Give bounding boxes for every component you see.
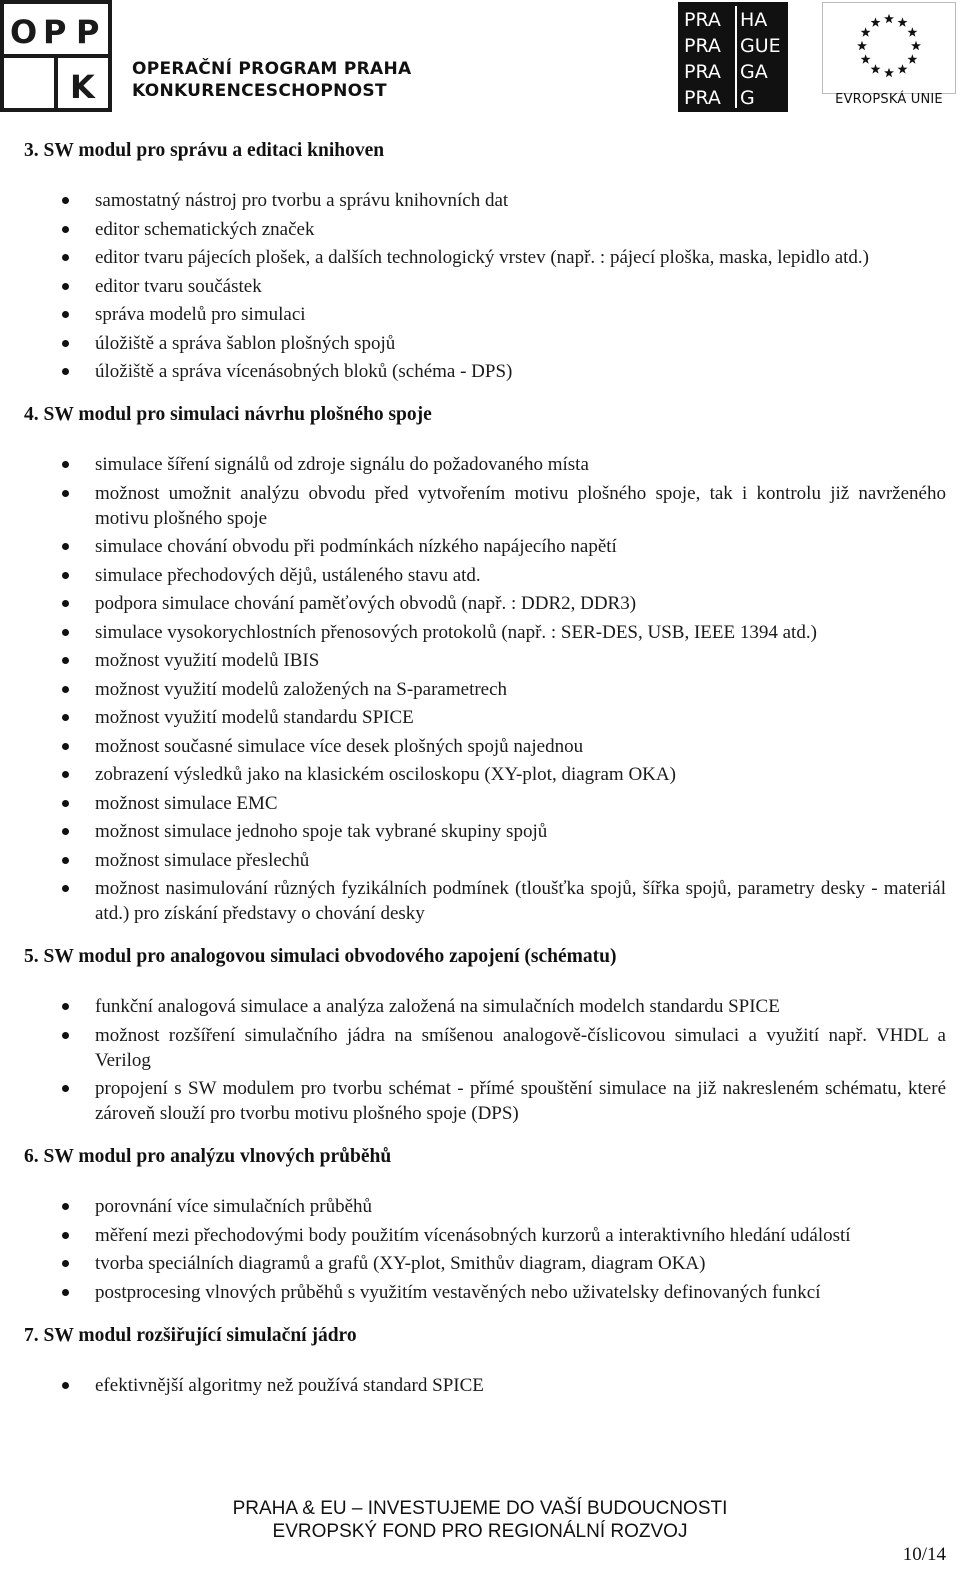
list-item-text: editor tvaru pájecích plošek, a dalších technologický vrstev (např. : pájecí ploška, maska, lepidlo atd.): [95, 247, 869, 268]
opp-logo-letter-k: K: [70, 68, 95, 106]
page-number: 10/14: [902, 1544, 946, 1565]
list-item-text: podpora simulace chování paměťových obvodů (např. : DDR2, DDR3): [95, 593, 637, 614]
bullet-icon: [62, 686, 69, 693]
section: [24, 1323, 946, 1398]
bullet-list: [24, 1194, 946, 1305]
list-item-text: simulace šíření signálů od zdroje signálu do požadovaného místa: [95, 454, 589, 475]
bullet-icon: [62, 1260, 69, 1267]
list-item: [24, 359, 946, 384]
page-footer: [0, 1497, 960, 1543]
opp-logo-letter-o: O: [10, 13, 38, 51]
list-item-text: simulace přechodových dějů, ustáleného stavu atd.: [95, 564, 481, 586]
praha-row1-right: HA: [740, 9, 768, 31]
opp-program-name: [132, 58, 411, 102]
praha-row3-right: GA: [740, 61, 768, 83]
opp-program-line1: OPERAČNÍ PROGRAM PRAHA: [132, 59, 412, 79]
bullet-icon: [62, 629, 69, 636]
bullet-icon: [62, 226, 69, 233]
bullet-list: [24, 188, 946, 384]
page-header: [0, 0, 960, 118]
bullet-icon: [62, 254, 69, 261]
bullet-icon: [62, 771, 69, 778]
list-item-text: úložiště a správa šablon plošných spojů: [95, 332, 396, 354]
bullet-icon: [62, 1003, 69, 1010]
list-item-text: simulace chování obvodu při podmínkách nízkého napájecího napětí: [95, 536, 617, 557]
list-item: [24, 620, 946, 645]
list-item: [24, 452, 946, 477]
list-item: [24, 1223, 946, 1248]
list-item: [24, 1373, 946, 1398]
bullet-icon: [62, 800, 69, 807]
list-item: [24, 591, 946, 616]
bullet-icon: [62, 197, 69, 204]
list-item: [24, 534, 946, 559]
list-item-text: možnost simulace jednoho spoje tak vybrané skupiny spojů: [95, 821, 548, 842]
bullet-icon: [62, 657, 69, 664]
list-item: [24, 994, 946, 1019]
bullet-icon: [62, 1032, 69, 1039]
list-item-text: možnost nasimulování různých fyzikálních podmínek (tloušťka spojů, šířka spojů, parametry desky - materiál atd.) pro získání představy o chování desky: [95, 878, 946, 924]
list-item-text: možnost umožnit analýzu obvodu před vytvořením motivu plošného spoje, tak i kontrolu již navrženého motivu plošného spoje: [95, 482, 946, 529]
bullet-icon: [62, 1232, 69, 1239]
list-item: [24, 1023, 946, 1073]
bullet-icon: [62, 828, 69, 835]
bullet-icon: [62, 1203, 69, 1210]
bullet-icon: [62, 1289, 69, 1296]
section: [24, 138, 946, 384]
bullet-icon: [62, 543, 69, 550]
bullet-list: [24, 452, 946, 926]
list-item: [24, 1194, 946, 1219]
praha-logo: [678, 2, 788, 112]
praha-row4-left: PRA: [684, 87, 721, 109]
praha-row4-right: G: [740, 87, 755, 109]
praha-row3-left: PRA: [684, 61, 721, 83]
list-item: [24, 563, 946, 588]
list-item: [24, 245, 946, 270]
section: [24, 402, 946, 926]
footer-line1: PRAHA & EU – INVESTUJEME DO VAŠÍ BUDOUCNOSTI: [232, 1498, 728, 1519]
list-item-text: možnost simulace přeslechů: [95, 849, 310, 871]
list-item-text: možnost simulace EMC: [95, 792, 278, 814]
list-item-text: možnost využití modelů IBIS: [95, 650, 320, 671]
list-item-text: editor tvaru součástek: [95, 275, 262, 297]
section-title: 3. SW modul pro správu a editaci knihoven: [24, 140, 385, 161]
list-item: [24, 1280, 946, 1305]
bullet-icon: [62, 857, 69, 864]
section-title: 6. SW modul pro analýzu vlnových průběhů: [24, 1146, 392, 1167]
document-body: [24, 138, 946, 1416]
opp-logo: [0, 0, 112, 112]
list-item: [24, 274, 946, 299]
bullet-icon: [62, 572, 69, 579]
section-title: 7. SW modul rozšiřující simulační jádro: [24, 1324, 357, 1346]
bullet-icon: [62, 600, 69, 607]
list-item-text: zobrazení výsledků jako na klasickém osciloskopu (XY-plot, diagram OKA): [95, 764, 676, 785]
list-item: [24, 734, 946, 759]
bullet-icon: [62, 885, 69, 892]
list-item: [24, 677, 946, 702]
list-item: [24, 648, 946, 673]
bullet-icon: [62, 368, 69, 375]
eu-flag-icon: [822, 2, 956, 94]
list-item-text: simulace vysokorychlostních přenosových protokolů (např. : SER-DES, USB, IEEE 1394 atd.): [95, 621, 817, 643]
list-item: [24, 876, 946, 926]
list-item-text: efektivnější algoritmy než používá standard SPICE: [95, 1374, 484, 1396]
footer-line2: EVROPSKÝ FOND PRO REGIONÁLNÍ ROZVOJ: [272, 1521, 688, 1542]
section: [24, 944, 946, 1126]
list-item-text: správa modelů pro simulaci: [95, 304, 306, 325]
list-item: [24, 302, 946, 327]
list-item-text: možnost využití modelů standardu SPICE: [95, 707, 414, 728]
bullet-icon: [62, 743, 69, 750]
list-item-text: postprocesing vlnových průběhů s využitím vestavěných nebo uživatelsky definovaných funkcí: [95, 1281, 821, 1303]
list-item: [24, 1251, 946, 1276]
list-item: [24, 762, 946, 787]
bullet-icon: [62, 340, 69, 347]
list-item: [24, 481, 946, 531]
bullet-icon: [62, 714, 69, 721]
list-item: [24, 705, 946, 730]
praha-row1-left: PRA: [684, 9, 721, 31]
list-item: [24, 217, 946, 242]
list-item-text: měření mezi přechodovými body použitím vícenásobných kurzorů a interaktivního hledání událostí: [95, 1224, 851, 1246]
section-title: 4. SW modul pro simulaci návrhu plošného spoje: [24, 404, 432, 425]
list-item-text: úložiště a správa vícenásobných bloků (schéma - DPS): [95, 361, 513, 382]
list-item: [24, 848, 946, 873]
opp-logo-letter-p2: P: [76, 13, 100, 51]
section-title: 5. SW modul pro analogovou simulaci obvodového zapojení (schématu): [24, 946, 617, 967]
list-item-text: možnost rozšíření simulačního jádra na smíšenou analogově-číslicovou simulaci a využití např. VHDL a Verilog: [95, 1024, 946, 1071]
bullet-icon: [62, 461, 69, 468]
list-item: [24, 791, 946, 816]
praha-row2-right: GUE: [740, 35, 781, 57]
list-item-text: samostatný nástroj pro tvorbu a správu knihovních dat: [95, 190, 509, 211]
list-item-text: možnost současné simulace více desek plošných spojů najednou: [95, 735, 584, 757]
list-item: [24, 1076, 946, 1126]
section: [24, 1144, 946, 1305]
bullet-list: [24, 994, 946, 1126]
list-item-text: editor schematických značek: [95, 218, 315, 240]
list-item: [24, 331, 946, 356]
opp-logo-letter-p1: P: [43, 13, 67, 51]
list-item-text: tvorba speciálních diagramů a grafů (XY-plot, Smithův diagram, diagram OKA): [95, 1253, 706, 1274]
list-item-text: funkční analogová simulace a analýza založená na simulačních modelch standardu SPICE: [95, 996, 780, 1017]
bullet-icon: [62, 283, 69, 290]
opp-program-line2: KONKURENCESCHOPNOST: [132, 81, 387, 101]
list-item-text: porovnání více simulačních průběhů: [95, 1196, 373, 1217]
list-item: [24, 188, 946, 213]
list-item-text: propojení s SW modulem pro tvorbu schémat - přímé spouštění simulace na již nakresleném schématu, které zároveň slouží pro tvorbu motivu plošného spoje (DPS): [95, 1078, 946, 1124]
bullet-list: [24, 1373, 946, 1398]
bullet-icon: [62, 1382, 69, 1389]
praha-row2-left: PRA: [684, 35, 721, 57]
bullet-icon: [62, 1085, 69, 1092]
bullet-icon: [62, 311, 69, 318]
bullet-icon: [62, 490, 69, 497]
list-item-text: možnost využití modelů založených na S-parametrech: [95, 678, 508, 700]
eu-label: EVROPSKÁ UNIE: [835, 92, 943, 107]
list-item: [24, 819, 946, 844]
